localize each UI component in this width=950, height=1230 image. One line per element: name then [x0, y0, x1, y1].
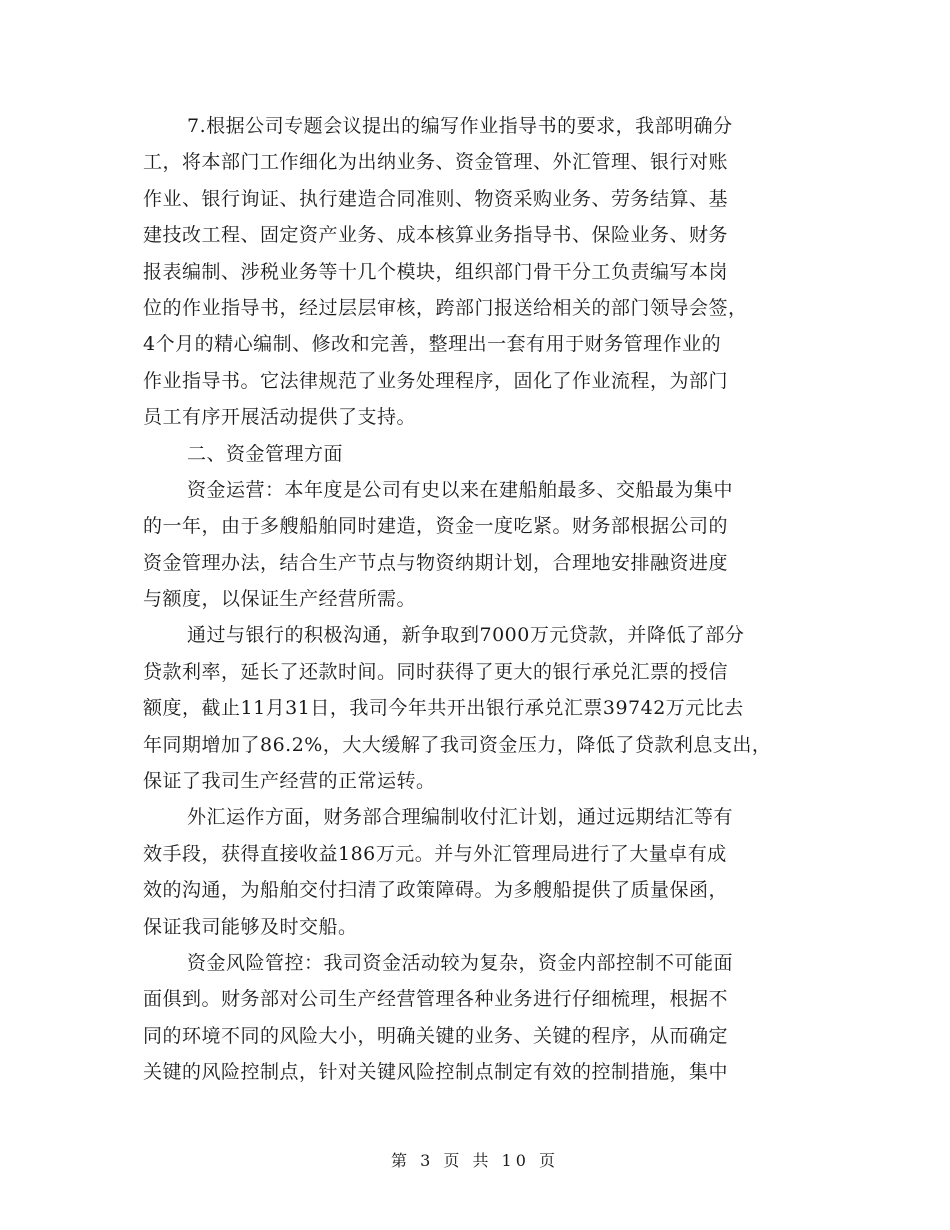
- paragraph-line: 效的沟通，为船舶交付扫清了政策障碍。为多艘船提供了质量保函，: [143, 879, 729, 902]
- document-body: [143, 108, 833, 1091]
- paragraph-line: 7.根据公司专题会议提出的编写作业指导书的要求，我部明确分: [187, 115, 733, 137]
- paragraph-line: 效手段，获得直接收益186万元。并与外汇管理局进行了大量卓有成: [143, 842, 727, 865]
- paragraph-line: 资金运营：本年度是公司有史以来在建船舶最多、交船最为集中: [187, 478, 734, 501]
- paragraph-line: 年同期增加了86.2%，大大缓解了我司资金压力，降低了贷款利息支出，: [143, 733, 772, 756]
- paragraph-line: 通过与银行的积极沟通，新争取到7000万元贷款，并降低了部分: [187, 624, 745, 647]
- paragraph-line: 建技改工程、固定资产业务、成本核算业务指导书、保险业务、财务: [143, 224, 729, 247]
- paragraph-line: 外汇运作方面，财务部合理编制收付汇计划，通过远期结汇等有: [187, 806, 734, 829]
- paragraph-line: 同的环境不同的风险大小，明确关键的业务、关键的程序，从而确定: [143, 1024, 729, 1047]
- paragraph-line: 面俱到。财务部对公司生产经营管理各种业务进行仔细梳理，根据不: [143, 988, 729, 1011]
- paragraph-line: 作业、银行询证、执行建造合同准则、物资采购业务、劳务结算、基: [143, 187, 729, 210]
- paragraph-line: 的一年，由于多艘船舶同时建造，资金一度吃紧。财务部根据公司的: [143, 515, 729, 538]
- page-number-footer: 第 3 页 共 10 页: [391, 1151, 559, 1170]
- section-heading: 二、资金管理方面: [187, 442, 344, 465]
- paragraph-line: 保证我司能够及时交船。: [143, 915, 358, 938]
- paragraph-line: 位的作业指导书，经过层层审核，跨部门报送给相关的部门领导会签，: [143, 296, 748, 319]
- paragraph-line: 资金风险管控：我司资金活动较为复杂，资金内部控制不可能面: [187, 951, 734, 974]
- paragraph-line: 4个月的精心编制、修改和完善，整理出一套有用于财务管理作业的: [143, 333, 722, 356]
- paragraph-line: 关键的风险控制点，针对关键风险控制点制定有效的控制措施，集中: [143, 1061, 729, 1084]
- paragraph-line: 保证了我司生产经营的正常运转。: [143, 770, 436, 793]
- paragraph-line: 作业指导书。它法律规范了业务处理程序，固化了作业流程，为部门: [143, 369, 729, 392]
- paragraph-line: 贷款利率，延长了还款时间。同时获得了更大的银行承兑汇票的授信: [143, 660, 729, 683]
- paragraph-line: 与额度，以保证生产经营所需。: [143, 588, 417, 611]
- paragraph-line: 工，将本部门工作细化为出纳业务、资金管理、外汇管理、银行对账: [143, 151, 729, 174]
- paragraph-line: 员工有序开展活动提供了支持。: [143, 406, 417, 429]
- paragraph-line: 资金管理办法，结合生产节点与物资纳期计划，合理地安排融资进度: [143, 551, 729, 574]
- paragraph-line: 报表编制、涉税业务等十几个模块，组织部门骨干分工负责编写本岗: [143, 260, 729, 283]
- paragraph-line: 额度，截止11月31日，我司今年共开出银行承兑汇票39742万元比去: [143, 697, 744, 720]
